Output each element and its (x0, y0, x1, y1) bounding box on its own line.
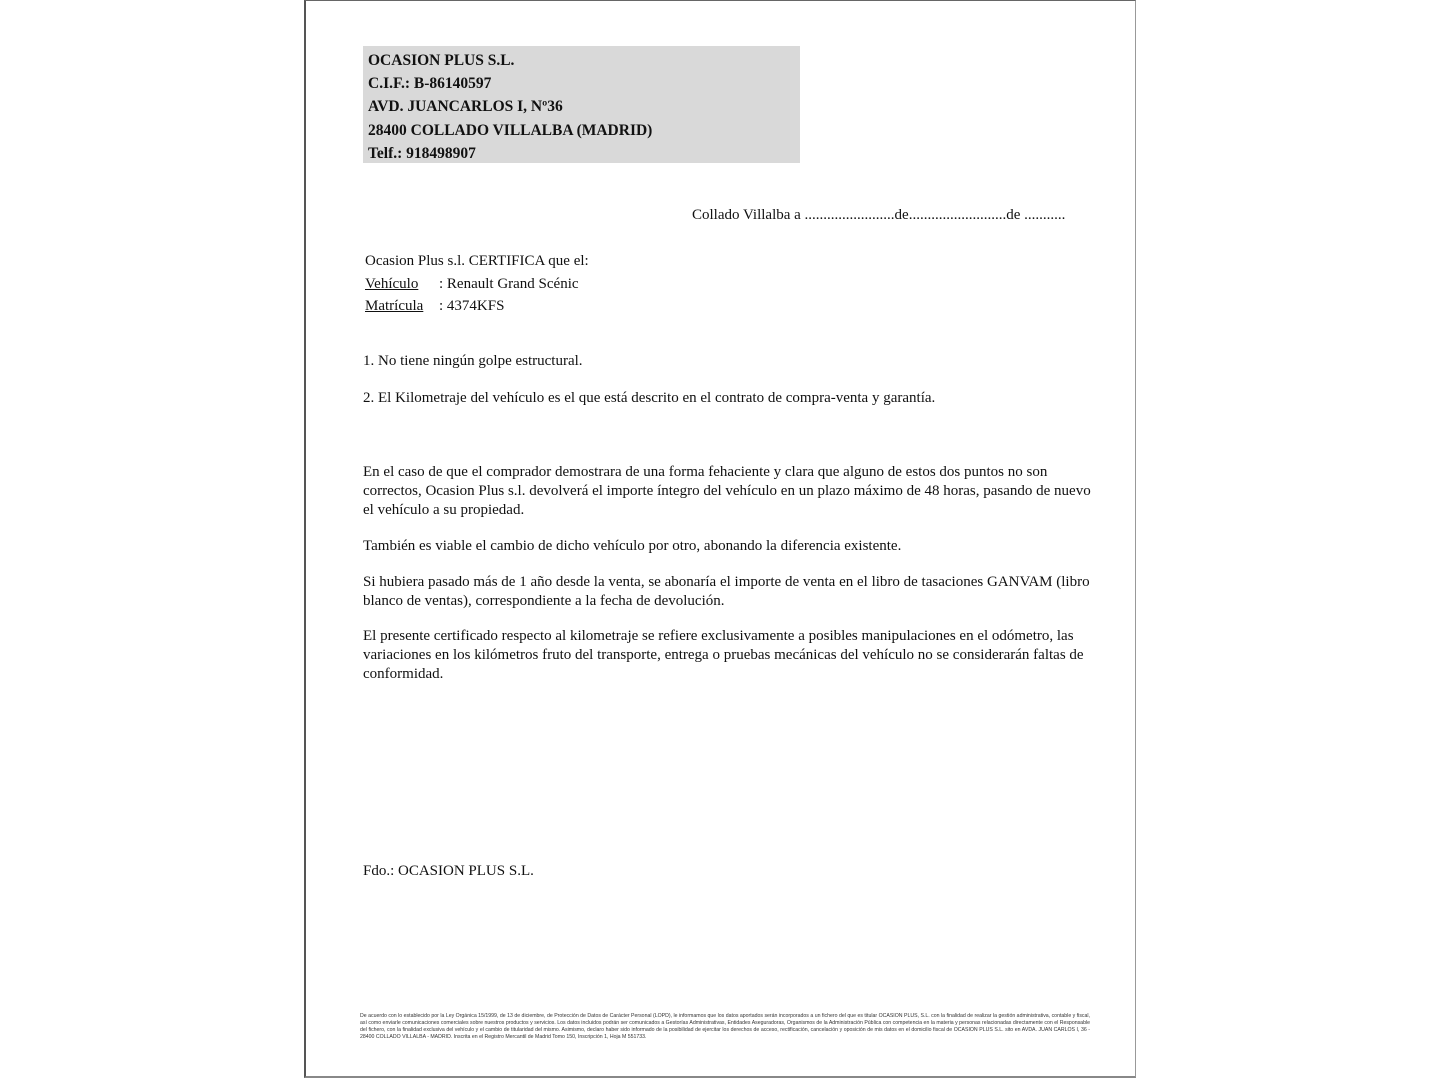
plate-value: : 4374KFS (439, 298, 505, 314)
company-phone: Telf.: 918498907 (368, 144, 476, 162)
vehicle-row (365, 273, 589, 296)
document-page (304, 0, 1136, 1078)
certificate-intro: Ocasion Plus s.l. CERTIFICA que el: (365, 253, 589, 269)
paragraph-refund: En el caso de que el comprador demostrara de una forma fehaciente y clara que alguno de estos dos puntos no son correctos, Ocasion Plus s.l. devolverá el importe íntegro del vehículo en un plazo máximo de 48 horas, pasando de nuevo el vehículo a su propiedad. (363, 464, 1091, 518)
certificate-block (365, 250, 589, 318)
company-city: 28400 COLLADO VILLALBA (MADRID) (368, 121, 653, 139)
vehicle-label: Vehículo (365, 275, 419, 292)
plate-row (365, 295, 589, 318)
plate-label: Matrícula (365, 298, 424, 314)
paragraph-odometer: El presente certificado respecto al kilometraje se refiere exclusivamente a posibles manipulaciones en el odómetro, las variaciones en los kilómetros fruto del transporte, entrega o pruebas mecánicas del vehículo no se considerarán faltas de conformidad. (363, 628, 1084, 682)
paragraph-ganvam: Si hubiera pasado más de 1 año desde la venta, se abonaría el importe de venta en el libro de tasaciones GANVAM (libro blanco de ventas), correspondiente a la fecha de devolución. (363, 574, 1090, 609)
date-line: Collado Villalba a ........................de..........................de ........... (692, 207, 1066, 223)
paragraph-exchange: También es viable el cambio de dicho vehículo por otro, abonando la diferencia existente. (363, 538, 902, 554)
legal-footer: De acuerdo con lo establecido por la Ley Orgánica 15/1999, de 13 de diciembre, de Protección de Datos de Carácter Personal (LOPD), le informamos que los datos aportados serán incorporados a un fichero del que es titular OCASION PLUS, S.L. con la finalidad de realizar la gestión administrativa, contable y fiscal, así como enviarle comunicaciones comerciales sobre nuestros productos y servicios. Los datos incluidos podrán ser comunicados a Gestorías Administrativas, Entidades Aseguradoras, Organismos de la Administración Pública con competencia en la materia y personas relacionadas directamente con el Responsable del fichero, con la finalidad exclusiva del vehículo y el cambio de titularidad del mismo. Asimismo, declaro haber sido informado de la posibilidad de ejercitar los derechos de acceso, rectificación, cancelación y oposición de mis datos en el domicilio fiscal de OCASION PLUS S.L. sito en AVDA. JUAN CARLOS I, 36 - 28400 COLLADO VILLALBA - MADRID. Inscrita en el Registro Mercantil de Madrid Tomo 150, Inscripción 1, Hoja M 551733. (360, 1013, 1090, 1040)
signature-line: Fdo.: OCASION PLUS S.L. (363, 863, 534, 879)
company-header-box (363, 46, 800, 163)
company-address: AVD. JUANCARLOS I, Nº36 (368, 98, 563, 116)
company-cif: C.I.F.: B-86140597 (368, 75, 492, 93)
list-item: 2. El Kilometraje del vehículo es el que está descrito en el contrato de compra-venta y garantía. (363, 390, 936, 406)
company-name: OCASION PLUS S.L. (368, 52, 515, 69)
vehicle-value: : Renault Grand Scénic (439, 275, 579, 292)
list-item: 1. No tiene ningún golpe estructural. (363, 353, 583, 369)
